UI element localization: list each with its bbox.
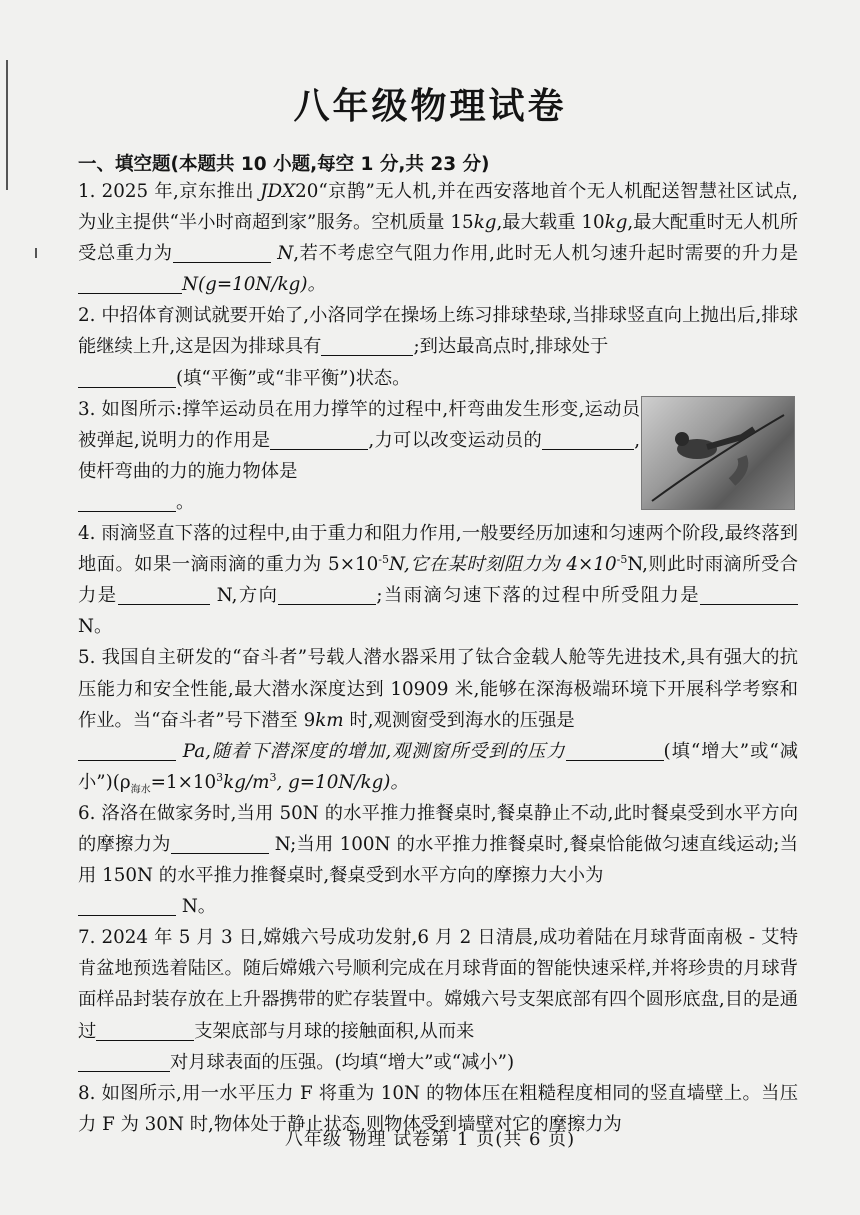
answer-blank[interactable] bbox=[173, 242, 271, 263]
answer-blank[interactable] bbox=[78, 895, 176, 916]
answer-blank[interactable] bbox=[78, 273, 182, 294]
pole-vault-figure-icon bbox=[642, 397, 794, 509]
q4-exponent: -5 bbox=[616, 553, 628, 567]
q2-text: (填“平衡”或“非平衡”)状态。 bbox=[176, 367, 411, 389]
q4-exponent: -5 bbox=[378, 553, 389, 567]
q4-text: 4. 雨滴竖直下落的过程中,由于重力和阻力作用,一般要经历加速和匀速两个阶段,最终落到地面。如果一滴雨滴的重力为 5×10 bbox=[78, 523, 798, 576]
q1-unit: kg bbox=[604, 212, 628, 234]
q5-text: =1×10 bbox=[150, 771, 217, 793]
q6-text: N;当用 100N 的水平推力推餐桌时,餐桌恰能做匀速直线运动;当用 150N 的水平推力推餐桌时,餐桌受到水平方向的摩擦力大小为 bbox=[78, 833, 799, 887]
q5-text: 5. 我国自主研发的“奋斗者”号载人潜水器采用了钛合金载人舱等先进技术,具有强大的抗压能力和安全性能,最大潜水深度达到 10909 米,能够在深海极端环境下开展科学考察和作业。当“奋斗者”号下潜至 9 bbox=[78, 647, 798, 731]
q1-text: ,若不考虑空气阻力作用,此时无人机匀速升起时需要的升力是 bbox=[293, 243, 799, 265]
answer-blank[interactable] bbox=[78, 740, 176, 761]
question-4 bbox=[78, 518, 798, 642]
answer-blank[interactable] bbox=[78, 1051, 170, 1072]
q3-text: ,使杆弯曲的力的施力物体是 bbox=[78, 429, 640, 482]
page-footer: 八年级 物理 试卷第 1 页(共 6 页) bbox=[284, 1129, 576, 1150]
answer-blank[interactable] bbox=[700, 584, 798, 605]
q7-text: 对月球表面的压强。(均填“增大”或“减小”) bbox=[170, 1051, 515, 1073]
q5-text: , g=10N/kg)。 bbox=[276, 771, 409, 793]
question-3 bbox=[78, 394, 798, 518]
question-7 bbox=[78, 922, 798, 1077]
answer-blank[interactable] bbox=[542, 429, 634, 450]
answer-blank[interactable] bbox=[118, 584, 210, 605]
answer-blank[interactable] bbox=[321, 335, 413, 356]
answer-blank[interactable] bbox=[270, 429, 368, 450]
q3-text: 。 bbox=[176, 491, 195, 513]
q7-text: 支架底部与月球的接触面积,从而来 bbox=[194, 1020, 475, 1042]
answer-blank[interactable] bbox=[566, 740, 664, 761]
answer-blank[interactable] bbox=[78, 491, 176, 512]
pole-vault-photo bbox=[641, 396, 795, 510]
q1-tail: N(g=10N/kg)。 bbox=[182, 274, 326, 296]
q4-text: N,方向 bbox=[216, 585, 279, 607]
q5-unit: km bbox=[315, 709, 344, 731]
q3-text: ,力可以改变运动员的 bbox=[368, 429, 543, 451]
q5-text: kg/m bbox=[223, 771, 270, 793]
q3-text: 3. 如图所示:撑竿运动员在用力撑竿的过程中,杆弯曲发生形变,运动员被弹起,说明力的作用是 bbox=[78, 398, 640, 451]
q5-exponent: 3 bbox=[216, 770, 224, 784]
q1-text: ,最大载重 10 bbox=[496, 212, 605, 234]
q4-text: N,则此时雨滴所受合力是 bbox=[78, 554, 798, 607]
q5-text: (填“增大”或“减小”)(ρ bbox=[78, 740, 798, 793]
answer-blank[interactable] bbox=[171, 833, 269, 854]
q1-text: 1. 2025 年,京东推出 bbox=[78, 181, 261, 202]
q1-unit: N bbox=[277, 243, 294, 265]
q1-text: 20“京鹊”无人机,并在西安落地首个无人机配送智慧社区试点,为业主提供“半小时商超到家”服务。空机质量 15 bbox=[78, 181, 798, 234]
q5-text: 时,观测窗受到海水的压强是 bbox=[343, 709, 575, 731]
answer-blank[interactable] bbox=[278, 584, 376, 605]
q4-text: N。 bbox=[78, 616, 113, 638]
q6-text: N。 bbox=[181, 896, 217, 918]
question-1 bbox=[78, 176, 798, 300]
q4-text: N,它在某时刻阻力为 4×10 bbox=[389, 554, 617, 576]
page-title: 八年级物理试卷 bbox=[293, 85, 567, 127]
question-6 bbox=[78, 798, 798, 922]
question-2 bbox=[78, 300, 798, 393]
section-heading: 一、填空题(本题共 10 小题,每空 1 分,共 23 分) bbox=[78, 154, 490, 175]
q5-exponent: 3 bbox=[269, 770, 277, 784]
q2-text: 2. 中招体育测试就要开始了,小洛同学在操场上练习排球垫球,当排球竖直向上抛出后,排球能继续上升,这是因为排球具有 bbox=[78, 305, 798, 358]
answer-blank[interactable] bbox=[96, 1020, 194, 1041]
margin-mark bbox=[35, 248, 37, 258]
question-list bbox=[78, 176, 798, 1140]
q5-subscript: 海水 bbox=[130, 784, 151, 796]
q4-text: ;当雨滴匀速下落的过程中所受阻力是 bbox=[376, 585, 700, 607]
q8-text: 8. 如图所示,用一水平压力 F 将重为 10N 的物体压在粗糙程度相同的竖直墙壁上。当压力 F 为 30N 时,物体处于静止状态,则物体受到墙壁对它的摩擦力为 bbox=[78, 1082, 798, 1135]
q2-text: ;到达最高点时,排球处于 bbox=[413, 336, 609, 358]
question-5 bbox=[78, 642, 798, 797]
q1-unit: kg bbox=[473, 212, 497, 234]
q5-text: Pa,随着下潜深度的增加,观测窗所受到的压力 bbox=[182, 740, 566, 762]
q1-text: ,最大配重时无人机所受总重力为 bbox=[78, 212, 798, 265]
q1-model: JDX bbox=[260, 181, 296, 202]
answer-blank[interactable] bbox=[78, 367, 176, 388]
q6-text: 6. 洛洛在做家务时,当用 50N 的水平推力推餐桌时,餐桌静止不动,此时餐桌受到水平方向的摩擦力为 bbox=[78, 802, 798, 855]
q7-text: 7. 2024 年 5 月 3 日,嫦娥六号成功发射,6 月 2 日清晨,成功着陆在月球背面南极 - 艾特肯盆地预选着陆区。随后嫦娥六号顺利完成在月球背面的智能快速采样,并将珍贵的月球背面样品封装存放在上升器携带的贮存装置中。嫦娥六号支架底部有四个圆形底盘,目的是通过 bbox=[78, 927, 798, 1042]
